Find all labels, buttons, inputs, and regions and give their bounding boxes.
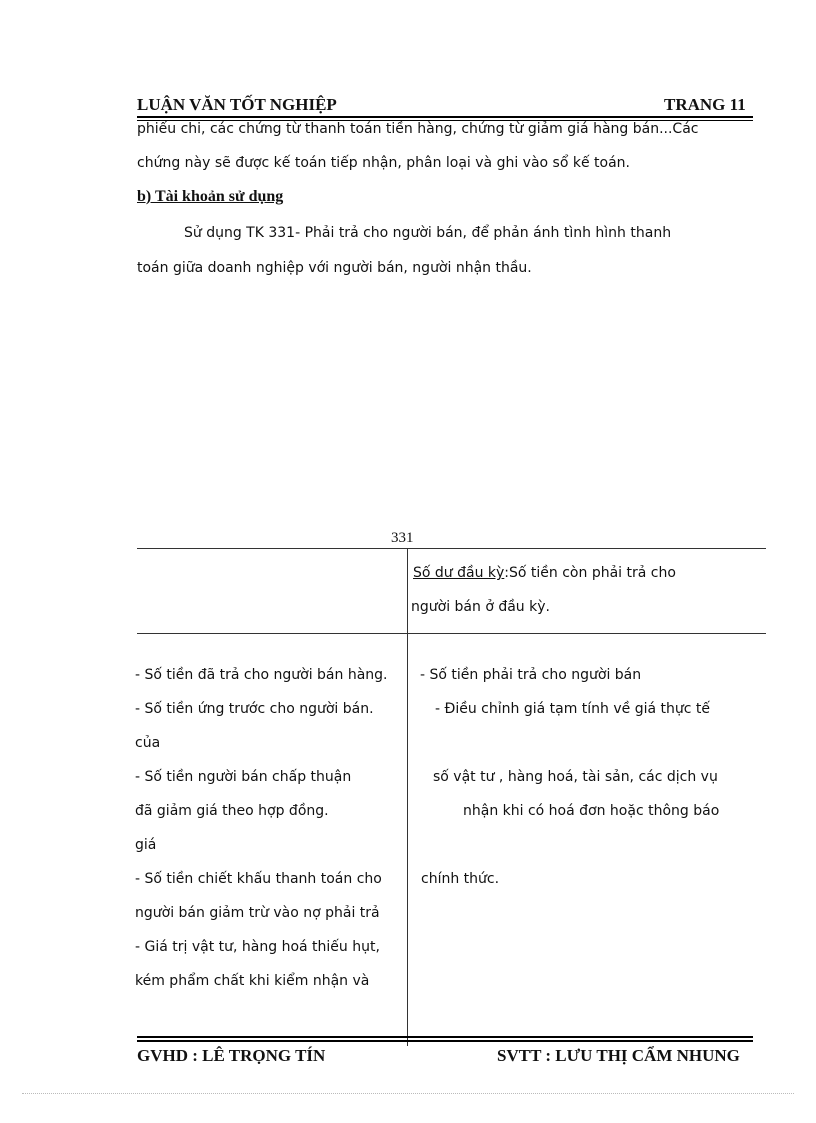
debit-line: kém phẩm chất khi kiểm nhận và	[135, 973, 370, 989]
debit-line: - Số tiền chiết khấu thanh toán cho	[135, 871, 382, 887]
intro-line-2: chứng này sẽ được kế toán tiếp nhận, phân loại và ghi vào sổ kế toán.	[137, 155, 630, 171]
intro-line-1: phiếu chi, các chứng từ thanh toán tiền hàng, chứng từ giảm giá hàng bán...Các	[137, 121, 699, 137]
t-account-title: 331	[391, 530, 414, 546]
debit-line: đã giảm giá theo hợp đồng.	[135, 803, 329, 819]
credit-line: nhận khi có hoá đơn hoặc thông báo	[463, 803, 720, 819]
t-account-top-line	[137, 548, 766, 549]
header-rule-top	[137, 116, 753, 118]
header-page-number: TRANG 11	[664, 95, 746, 114]
footer-rule-top	[137, 1036, 753, 1038]
debit-line: - Số tiền đã trả cho người bán hàng.	[135, 667, 388, 683]
credit-line: số vật tư , hàng hoá, tài sản, các dịch vụ	[433, 769, 718, 785]
footer-rule-bottom	[137, 1040, 753, 1042]
header-title: LUẬN VĂN TỐT NGHIỆP	[137, 95, 337, 114]
paragraph-line-2: toán giữa doanh nghiệp với người bán, người nhận thầu.	[137, 260, 532, 276]
debit-line: của	[135, 735, 161, 751]
debit-line: - Số tiền ứng trước cho người bán.	[135, 701, 374, 717]
opening-balance-label: Số dư đầu kỳ	[413, 565, 505, 581]
t-account-mid-line	[137, 633, 766, 634]
debit-line: người bán giảm trừ vào nợ phải trả	[135, 905, 380, 921]
debit-line: - Giá trị vật tư, hàng hoá thiếu hụt,	[135, 939, 380, 955]
credit-line: - Điều chỉnh giá tạm tính về giá thực tế	[435, 701, 711, 717]
footer-student: SVTT : LƯU THỊ CẨM NHUNG	[497, 1046, 740, 1065]
paragraph-line-1: Sử dụng TK 331- Phải trả cho người bán, để phản ánh tình hình thanh	[184, 225, 672, 241]
debit-line: - Số tiền người bán chấp thuận	[135, 769, 352, 785]
credit-line: - Số tiền phải trả cho người bán	[420, 667, 642, 683]
page-bottom-border	[22, 1093, 794, 1094]
debit-line: giá	[135, 837, 157, 853]
section-heading: b) Tài khoản sử dụng	[137, 188, 284, 205]
opening-balance-line-2: người bán ở đầu kỳ.	[411, 599, 550, 615]
opening-balance-text: :Số tiền còn phải trả cho	[504, 565, 676, 581]
footer-advisor: GVHD : LÊ TRỌNG TÍN	[137, 1046, 326, 1065]
t-account-divider	[407, 548, 408, 1046]
credit-line: chính thức.	[421, 871, 500, 887]
opening-balance	[413, 565, 676, 581]
